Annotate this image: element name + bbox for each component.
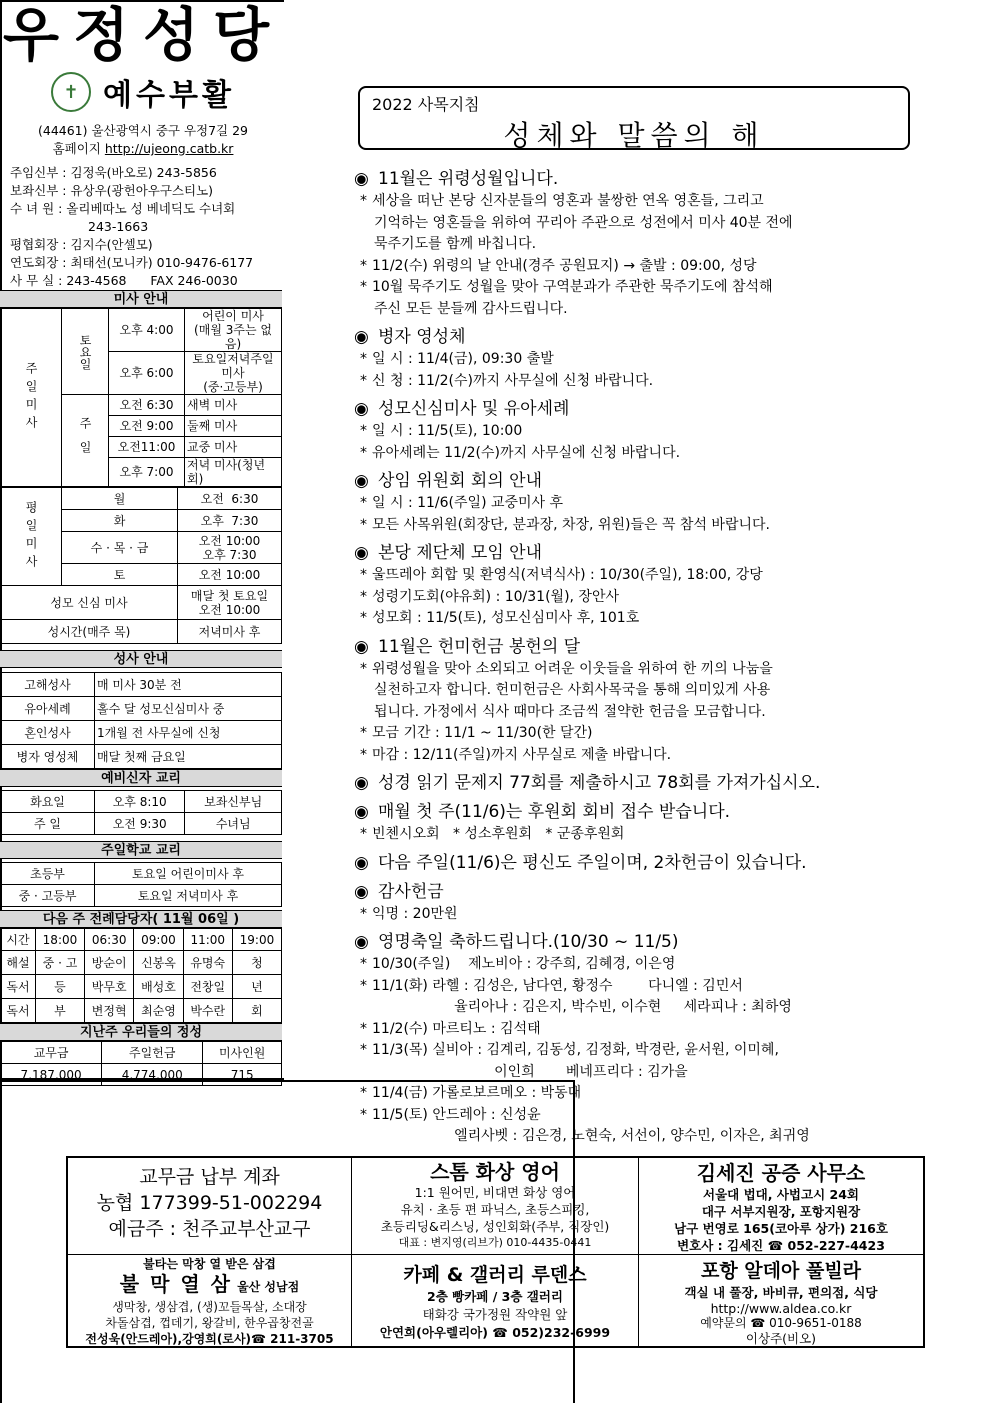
ad-bbq xyxy=(68,1256,351,1347)
news-item xyxy=(354,326,922,392)
staff-0: 주임신부 : 김정욱(바오로) 243-5856 xyxy=(10,165,217,180)
m-r2-1: 부 xyxy=(35,999,84,1023)
cat-who-0: 보좌신부님 xyxy=(185,791,282,813)
news-title-row xyxy=(354,326,922,349)
news-line-text: 성령기도회(야유회) : 10/31(월), 장안사 xyxy=(372,588,619,605)
adoration-time: 저녁미사 후 xyxy=(178,620,282,644)
english-l2: 유치 · 초등 편 파닉스, 초등스피킹, xyxy=(400,1202,590,1217)
news-title: 영명축일 축하드립니다.(10/30 ~ 11/5) xyxy=(378,932,679,952)
catechumen-table xyxy=(0,790,282,835)
news-title-row xyxy=(354,881,922,904)
off-h-2: 미사인원 xyxy=(203,1042,282,1064)
news-line xyxy=(354,659,922,681)
news-item xyxy=(354,542,922,630)
news-title: 감사헌금 xyxy=(378,881,444,902)
ss-k-1: 중 · 고등부 xyxy=(1,885,95,907)
news-title: 다음 주일(11/6)은 평신도 주일이며, 2차헌금이 있습니다. xyxy=(378,852,807,873)
m-time-5: 19:00 xyxy=(232,929,281,951)
news-line xyxy=(354,745,922,767)
english-l4: 대표 : 변지영(리브가) 010-4435-0441 xyxy=(398,1236,592,1249)
news-bullet: * xyxy=(360,423,367,439)
news-line xyxy=(354,1019,922,1041)
left-column xyxy=(0,0,284,1080)
news-title: 상임 위원회 회의 안내 xyxy=(378,471,543,491)
ss-v-1: 토요일 저녁미사 후 xyxy=(95,885,282,907)
bullet-icon: ◉ xyxy=(354,471,369,491)
news-line-text: 묵주기도를 함께 바칩니다. xyxy=(374,236,537,252)
bbq-branch: 울산 성남점 xyxy=(237,1280,300,1294)
news-line-text: 11/2(수) 마르티노 : 김석태 xyxy=(372,1020,541,1037)
english-title: 스톰 화상 영어 xyxy=(430,1160,560,1184)
news-item xyxy=(354,881,922,926)
sat-time-1: 오후 6:00 xyxy=(109,352,185,395)
news-line xyxy=(354,904,922,926)
church-info xyxy=(2,122,284,290)
weekday-table xyxy=(0,487,282,644)
off-h-0: 교무금 xyxy=(1,1042,102,1064)
bbq-l1: 생막창, 생삼겹, (생)꼬들목살, 소대장 xyxy=(112,1300,307,1314)
heart-mass-time: 매달 첫 토요일 오전 10:00 xyxy=(178,586,282,620)
m-time-4: 11:00 xyxy=(183,929,232,951)
sac-v-0: 매 미사 30분 전 xyxy=(95,673,282,697)
news-line xyxy=(354,565,922,587)
news-line xyxy=(354,723,922,745)
news-item xyxy=(354,852,922,875)
news-title: 병자 영성체 xyxy=(378,327,466,347)
ad-law xyxy=(639,1160,923,1254)
news-bullet: * xyxy=(360,351,367,367)
wd-day-0: 월 xyxy=(62,488,178,510)
adoration-label: 성시간(매주 목) xyxy=(1,620,178,644)
sun-time-2: 오전11:00 xyxy=(109,437,185,458)
cat-day-1: 주 일 xyxy=(1,813,95,835)
bullet-icon: ◉ xyxy=(354,802,369,822)
ss-v-0: 토요일 어린이미사 후 xyxy=(95,863,282,885)
pastoral-theme: 성체와 말씀의 해 xyxy=(503,119,765,152)
villa-l3: 예약문의 ☎ 010-9651-0188 xyxy=(700,1316,862,1330)
news-line xyxy=(354,277,922,299)
news-title-row xyxy=(354,470,922,493)
news-bullet: * xyxy=(360,660,367,677)
staff-5: 연도회장 : 최태선(모니카) 010-9476-6177 xyxy=(10,255,254,270)
news-title-row xyxy=(354,801,922,824)
news-line-text: 빈첸시오회 * 성소후원회 * 군종후원회 xyxy=(372,826,625,842)
news-bullet: * xyxy=(360,588,367,605)
m-time-2: 06:30 xyxy=(85,929,134,951)
news-line xyxy=(354,299,922,321)
news-bullet: * xyxy=(360,977,367,994)
m-r1-5: 년 xyxy=(232,975,281,999)
m-time-1: 18:00 xyxy=(35,929,84,951)
address: (44461) 울산광역시 중구 우정7길 29 xyxy=(37,123,249,138)
news-bullet: * xyxy=(360,1085,367,1101)
news-line-text: 주신 모든 분들께 감사드립니다. xyxy=(374,300,568,317)
news-line xyxy=(354,1105,922,1127)
news-bullet: * xyxy=(360,444,367,461)
sac-k-0: 고해성사 xyxy=(1,673,95,697)
english-l3: 초등리딩&리스닝, 성인회화(주부, 직장인) xyxy=(380,1219,610,1234)
sun-time-0: 오전 6:30 xyxy=(109,395,185,416)
sunday-school-table xyxy=(0,862,282,907)
news-item xyxy=(354,636,922,767)
news-line-text: 10월 묵주기도 성월을 맞아 구역분과가 주관한 묵주기도에 참석해 xyxy=(372,279,773,295)
news-title: 성경 읽기 문제지 77회를 제출하시고 78회를 가져가십시오. xyxy=(378,773,821,793)
pastoral-box xyxy=(358,86,910,150)
law-title: 김세진 공증 사무소 xyxy=(696,1161,866,1185)
weekday-mass-label: 평일미사 xyxy=(1,488,62,586)
sacrament-title: 성사 안내 xyxy=(0,650,282,668)
news-line-text: 세상을 떠난 본당 신자분들의 영혼과 불쌍한 연옥 영혼들, 그리고 xyxy=(372,193,764,209)
news-bullet: * xyxy=(360,1020,367,1037)
m-r1-4: 전창일 xyxy=(183,975,232,999)
bullet-icon: ◉ xyxy=(354,169,369,189)
cafe-l3: 안연희(아우렐리아) ☎ 052)232-6999 xyxy=(379,1325,611,1340)
news-item xyxy=(354,470,922,536)
news-line-text: 11/2(수) 위령의 날 안내(경주 공원묘지) → 출발 : 09:00, 성당 xyxy=(372,257,757,274)
law-l1: 서울대 법대, 사법고시 24회 xyxy=(703,1187,859,1202)
news-bullet: * xyxy=(360,956,367,972)
bbq-l2: 차돌삼겹, 껍데기, 왕갈비, 한우곱창전골 xyxy=(105,1316,314,1330)
news-line xyxy=(354,1040,922,1062)
news-line-text: 모든 사목위원(회장단, 분과장, 차장, 위원)들은 꼭 참석 바랍니다. xyxy=(372,516,770,533)
news-line xyxy=(354,1083,922,1105)
sat-desc-1: 토요일저녁주일미사 (중·고등부) xyxy=(185,352,282,395)
m-r1-0: 독서 xyxy=(1,975,36,999)
ministers-table xyxy=(0,928,282,1023)
news-title-row xyxy=(354,398,922,421)
bullet-icon: ◉ xyxy=(354,881,369,902)
news-line xyxy=(354,443,922,465)
m-r1-1: 등 xyxy=(35,975,84,999)
heart-mass-label: 성모 신심 미사 xyxy=(1,586,178,620)
staff-3: 243-1663 xyxy=(88,219,149,234)
news-bullet: * xyxy=(360,826,367,842)
news-list xyxy=(354,168,922,1154)
news-line xyxy=(354,954,922,976)
news-line xyxy=(354,191,922,213)
wd-day-1: 화 xyxy=(62,510,178,532)
sac-k-2: 혼인성사 xyxy=(1,721,95,745)
sun-label: 주일 xyxy=(62,395,109,487)
offering-table xyxy=(0,1041,282,1086)
news-line xyxy=(354,493,922,515)
m-r2-5: 회 xyxy=(232,999,281,1023)
ad-villa xyxy=(639,1258,923,1346)
law-l3: 남구 번영로 165(코아루 상가) 216호 xyxy=(674,1221,888,1236)
news-line-text: 10/30(주일) 제노비아 : 강주희, 김혜경, 이은영 xyxy=(372,956,676,972)
news-line xyxy=(354,587,922,609)
news-title-row xyxy=(354,636,922,659)
news-bullet: * xyxy=(360,372,367,389)
news-bullet: * xyxy=(360,905,367,922)
news-line xyxy=(354,256,922,278)
news-line-text: 11/1(화) 라헬 : 김성은, 남다연, 황정수 다니엘 : 김민서 xyxy=(372,977,743,994)
news-line-text: 됩니다. 가정에서 식사 때마다 조금씩 절약한 헌금을 모금합니다. xyxy=(374,703,766,720)
villa-l4: 이상주(비오) xyxy=(745,1331,817,1346)
news-line xyxy=(354,1126,922,1148)
news-title: 성모신심미사 및 유아세례 xyxy=(378,399,570,419)
ad-account xyxy=(68,1164,351,1242)
staff-1: 보좌신부 : 유상우(광헌아우구스티노) xyxy=(10,183,214,198)
wd-time-3: 오전 10:00 xyxy=(178,564,282,586)
sat-label: 토요일 xyxy=(62,309,109,395)
motto-row xyxy=(2,70,284,114)
sun-desc-3: 저녁 미사(청년회) xyxy=(185,458,282,487)
news-line-text: 울뜨레아 회합 및 환영식(저녁식사) : 10/30(주일), 18:00, 강당 xyxy=(372,567,763,583)
sac-v-2: 1개월 전 사무실에 신청 xyxy=(95,721,282,745)
m-r2-4: 박수란 xyxy=(183,999,232,1023)
news-title: 11월은 헌미헌금 봉헌의 달 xyxy=(378,636,581,657)
sac-v-3: 매달 첫째 금요일 xyxy=(95,745,282,769)
wd-time-1: 오후 7:30 xyxy=(178,510,282,532)
sac-k-1: 유아세례 xyxy=(1,697,95,721)
news-title: 본당 제단체 모임 안내 xyxy=(378,543,543,563)
news-title-row xyxy=(354,931,922,954)
english-l1: 1:1 원어민, 비대면 화상 영어 xyxy=(414,1185,576,1200)
church-seal-icon: ✝ xyxy=(51,72,91,112)
bbq-l0: 불타는 막창 열 받은 삼겹 xyxy=(143,1257,276,1271)
sunday-school-title: 주일학교 교리 xyxy=(0,841,282,859)
news-line xyxy=(354,234,922,256)
bullet-icon: ◉ xyxy=(354,852,369,873)
news-title: 매월 첫 주(11/6)는 후원회 회비 접수 받습니다. xyxy=(378,802,731,822)
wd-day-3: 토 xyxy=(62,564,178,586)
off-v-1: 4,774,000 xyxy=(102,1064,203,1086)
offering-title: 지난주 우리들의 정성 xyxy=(0,1023,282,1041)
news-line-text: 11/4(금) 가롤로보르메오 : 박동대 xyxy=(372,1085,582,1101)
sunday-mass-label: 주일미사 xyxy=(1,309,62,487)
news-line-text: 율리아나 : 김은지, 박수빈, 이수현 세라피나 : 최하영 xyxy=(374,999,792,1015)
ads-section xyxy=(66,1156,925,1348)
news-line xyxy=(354,824,922,846)
homepage-link[interactable]: http://ujeong.catb.kr xyxy=(104,141,234,156)
news-line xyxy=(354,421,922,443)
ministers-title: 다음 주 전례담당자( 11월 06일 ) xyxy=(0,910,282,928)
staff-4: 평협회장 : 김지수(안셀모) xyxy=(10,237,153,252)
account-l1: 교무금 납부 계좌 xyxy=(139,1166,280,1188)
news-line-text: 위령성월을 맞아 소외되고 어려운 이웃들을 위하여 한 끼의 나눔을 xyxy=(372,660,773,677)
law-l4: 변호사 : 김세진 ☎ 052-227-4423 xyxy=(677,1238,885,1253)
news-line xyxy=(354,1062,922,1084)
news-bullet: * xyxy=(360,567,367,583)
news-line-text: 11/3(목) 실비아 : 김계리, 김동성, 김정화, 박경란, 윤서원, 이미혜, xyxy=(372,1042,779,1058)
news-bullet: * xyxy=(360,610,367,626)
news-item xyxy=(354,801,922,846)
m-r0-2: 방순이 xyxy=(85,951,134,975)
news-bullet: * xyxy=(360,746,367,763)
news-bullet: * xyxy=(360,279,367,295)
news-item xyxy=(354,168,922,320)
news-line xyxy=(354,997,922,1019)
cat-day-0: 화요일 xyxy=(1,791,95,813)
cafe-l1: 2층 빵카페 / 3층 갤러리 xyxy=(427,1289,563,1304)
off-h-1: 주일헌금 xyxy=(102,1042,203,1064)
cat-time-0: 오후 8:10 xyxy=(95,791,185,813)
news-bullet: * xyxy=(360,516,367,533)
ss-k-0: 초등부 xyxy=(1,863,95,885)
news-title: 11월은 위령성월입니다. xyxy=(378,169,559,189)
m-r0-0: 해설 xyxy=(1,951,36,975)
cafe-title: 카페 & 갤러리 루덴스 xyxy=(403,1264,587,1286)
catechumen-title: 예비신자 교리 xyxy=(0,769,282,787)
news-bullet: * xyxy=(360,1042,367,1058)
m-r2-0: 독서 xyxy=(1,999,36,1023)
news-title-row xyxy=(354,542,922,565)
m-r0-1: 중 · 고 xyxy=(35,951,84,975)
news-line xyxy=(354,608,922,630)
cat-who-1: 수녀님 xyxy=(185,813,282,835)
off-v-2: 715 xyxy=(203,1064,282,1086)
news-item xyxy=(354,398,922,464)
news-bullet: * xyxy=(360,193,367,209)
news-bullet: * xyxy=(360,725,367,741)
news-line-text: 성모회 : 11/5(토), 성모신심미사 후, 101호 xyxy=(372,610,640,626)
news-line-text: 기억하는 영혼들을 위하여 꾸리아 주관으로 성전에서 미사 40분 전에 xyxy=(374,214,793,231)
account-l2: 농협 177399-51-002294 xyxy=(96,1192,323,1214)
news-line-text: 모금 기간 : 11/1 ~ 11/30(한 달간) xyxy=(372,725,593,741)
mass-table xyxy=(0,308,282,487)
m-r0-3: 신봉옥 xyxy=(134,951,183,975)
news-line-text: 일 시 : 11/6(주일) 교중미사 후 xyxy=(372,495,564,511)
news-line-text: 엘리사벳 : 김은경, 노현숙, 서선이, 양수민, 이자은, 최귀영 xyxy=(374,1128,810,1144)
news-line-text: 일 시 : 11/5(토), 10:00 xyxy=(372,423,523,439)
news-item xyxy=(354,772,922,795)
bullet-icon: ◉ xyxy=(354,773,369,793)
sacrament-table xyxy=(0,672,282,769)
villa-l2[interactable]: http://www.aldea.co.kr xyxy=(710,1301,852,1316)
news-line-text: 이인희 베네프리다 : 김가을 xyxy=(374,1063,688,1080)
bullet-icon: ◉ xyxy=(354,543,369,563)
pastoral-year: 2022 사목지침 xyxy=(372,95,480,114)
sun-time-3: 오후 7:00 xyxy=(109,458,185,487)
news-line-text: 마감 : 12/11(주일)까지 사무실로 제출 바랍니다. xyxy=(372,746,672,763)
news-title-row xyxy=(354,852,922,875)
news-item xyxy=(354,931,922,1148)
wd-time-2: 오전 10:00 오후 7:30 xyxy=(178,532,282,564)
news-line-text: 익명 : 20만원 xyxy=(372,905,458,922)
law-l2: 대구 서부지원장, 포항지원장 xyxy=(701,1204,861,1219)
news-line xyxy=(354,515,922,537)
villa-title: 포항 알데아 풀빌라 xyxy=(700,1260,862,1282)
mass-title: 미사 안내 xyxy=(0,290,282,308)
sac-k-3: 병자 영성체 xyxy=(1,745,95,769)
bullet-icon: ◉ xyxy=(354,932,369,952)
news-bullet: * xyxy=(360,495,367,511)
news-title-row xyxy=(354,168,922,191)
bullet-icon: ◉ xyxy=(354,399,369,419)
staff-2: 수 녀 원 : 올리베따노 성 베네딕도 수녀회 xyxy=(10,201,236,216)
m-r0-5: 청 xyxy=(232,951,281,975)
homepage-label: 홈페이지 xyxy=(52,141,101,156)
ad-english xyxy=(352,1160,638,1251)
bbq-title: 불 막 열 삼 xyxy=(119,1272,232,1296)
cat-time-1: 오전 9:30 xyxy=(95,813,185,835)
cafe-l2: 태화강 국가정원 작약원 앞 xyxy=(422,1307,568,1322)
news-bullet: * xyxy=(360,257,367,274)
news-line xyxy=(354,680,922,702)
ad-cafe xyxy=(352,1262,638,1342)
news-line xyxy=(354,976,922,998)
news-line-text: 일 시 : 11/4(금), 09:30 출발 xyxy=(372,351,554,367)
m-r1-2: 박무호 xyxy=(85,975,134,999)
sun-desc-1: 둘째 미사 xyxy=(185,416,282,437)
m-r0-4: 유명숙 xyxy=(183,951,232,975)
sac-v-1: 홀수 달 성모신심미사 중 xyxy=(95,697,282,721)
off-v-0: 7,187,000 xyxy=(1,1064,102,1086)
m-time-0: 시간 xyxy=(1,929,36,951)
news-line-text: 11/5(토) 안드레아 : 신성윤 xyxy=(372,1106,541,1123)
news-bullet: * xyxy=(360,1106,367,1123)
news-line xyxy=(354,349,922,371)
account-l3: 예금주 : 천주교부산교구 xyxy=(108,1218,311,1240)
motto: 예수부활 xyxy=(103,78,235,113)
wd-time-0: 오전 6:30 xyxy=(178,488,282,510)
sun-desc-0: 새벽 미사 xyxy=(185,395,282,416)
m-r1-3: 배성호 xyxy=(134,975,183,999)
news-line xyxy=(354,702,922,724)
news-line-text: 유아세례는 11/2(수)까지 사무실에 신청 바랍니다. xyxy=(372,444,681,461)
news-title-row xyxy=(354,772,922,795)
sun-desc-2: 교중 미사 xyxy=(185,437,282,458)
m-time-3: 09:00 xyxy=(134,929,183,951)
sat-desc-0: 어린이 미사 (매월 3주는 없음) xyxy=(185,309,282,352)
news-line xyxy=(354,371,922,393)
bullet-icon: ◉ xyxy=(354,327,369,347)
news-line-text: 신 청 : 11/2(수)까지 사무실에 신청 바랍니다. xyxy=(372,372,654,389)
m-r2-3: 최순영 xyxy=(134,999,183,1023)
villa-l1: 객실 내 풀장, 바비큐, 편의점, 식당 xyxy=(684,1285,878,1300)
sun-time-1: 오전 9:00 xyxy=(109,416,185,437)
church-name: 우정성당 xyxy=(2,1,284,69)
bbq-l3: 전성욱(안드레아),강영희(로사)☎ 211-3705 xyxy=(85,1332,334,1346)
wd-day-2: 수 · 목 · 금 xyxy=(62,532,178,564)
news-line-text: 실천하고자 합니다. 헌미헌금은 사회사목국을 통해 의미있게 사용 xyxy=(374,682,771,698)
bullet-icon: ◉ xyxy=(354,636,369,657)
homepage-row xyxy=(10,140,276,158)
m-r2-2: 변정혁 xyxy=(85,999,134,1023)
staff-6: 사 무 실 : 243-4568 FAX 246-0030 xyxy=(10,273,238,288)
sat-time-0: 오후 4:00 xyxy=(109,309,185,352)
news-line xyxy=(354,213,922,235)
mass-section xyxy=(0,290,282,1086)
